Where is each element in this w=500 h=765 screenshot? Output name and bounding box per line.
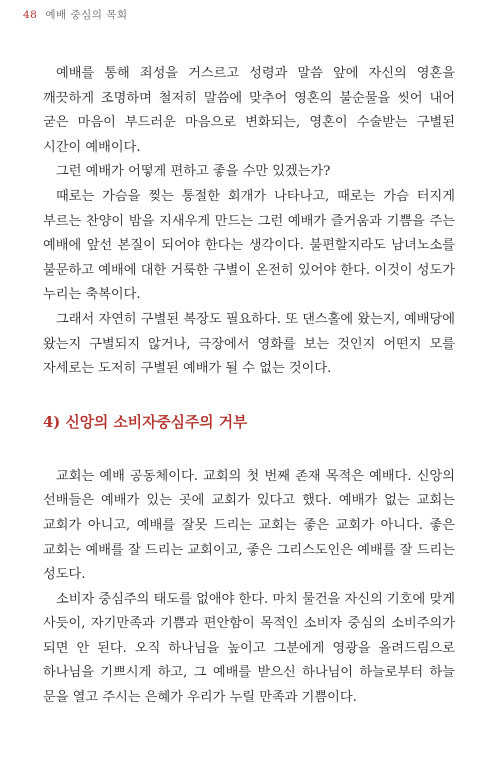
running-header (23, 7, 128, 22)
section-heading: 4) 신앙의 소비자중심주의 거부 (43, 413, 248, 431)
page-body (43, 62, 455, 711)
body-paragraph: 때로는 가슴을 찢는 통절한 회개가 나타나고, 때로는 가슴 터지게 부르는 찬양이 밤을 지새우게 만드는 그런 예배가 즐거움과 기쁨을 주는 예배에 앞선 본질이 되어야 한다는 생각이다. 불편할지라도 남녀노소를 불문하고 예배에 대한 거룩한 구별이 온전히 있어야 한다. 이것이 성도가 누리는 축복이다. (43, 188, 455, 303)
body-paragraph: 그런 예배가 어떻게 편하고 좋을 수만 있겠는가? (56, 164, 331, 180)
body-paragraph: 예배를 통해 죄성을 거스르고 성령과 말씀 앞에 자신의 영혼을 깨끗하게 조명하며 철저히 말씀에 맞추어 영혼의 불순물을 씻어 내어 굳은 마음이 부드러운 마음으로 변화되는, 영혼이 수술받는 구별된 시간이 예배이다. (43, 66, 455, 155)
body-paragraph: 그래서 자연히 구별된 복장도 필요하다. 또 댄스홀에 왔는지, 예배당에 왔는지 구별되지 않거나, 극장에서 영화를 보는 것인지 어떤지 모를 자세로는 도저히 구별된 예배가 될 수 없는 것이다. (43, 311, 455, 377)
body-paragraph: 교회는 예배 공동체이다. 교회의 첫 번째 존재 목적은 예배다. 신앙의 선배들은 예배가 있는 곳에 교회가 있다고 했다. 예배가 없는 교회는 교회가 아니고, 예배를 잘못 드리는 교회는 좋은 교회가 아니다. 좋은 교회는 예배를 잘 드리는 교회이고, 좋은 그리스도인은 예배를 잘 드리는 성도다. (43, 468, 455, 583)
page-number: 48 (23, 9, 38, 21)
running-title: 예배 중심의 목회 (45, 9, 128, 21)
body-paragraph: 소비자 중심주의 태도를 없애야 한다. 마치 물건을 자신의 기호에 맞게 사듯이, 자기만족과 기쁨과 편안함이 목적인 소비자 중심의 소비주의가 되면 안 된다. 오직 하나님을 높이고 그분에게 영광을 올려드림으로 하나님을 기쁘시게 하고, 그 예배를 받으신 하나님이 하늘로부터 하늘 문을 열고 주시는 은혜가 우리가 누릴 만족과 기쁨이다. (43, 591, 455, 706)
